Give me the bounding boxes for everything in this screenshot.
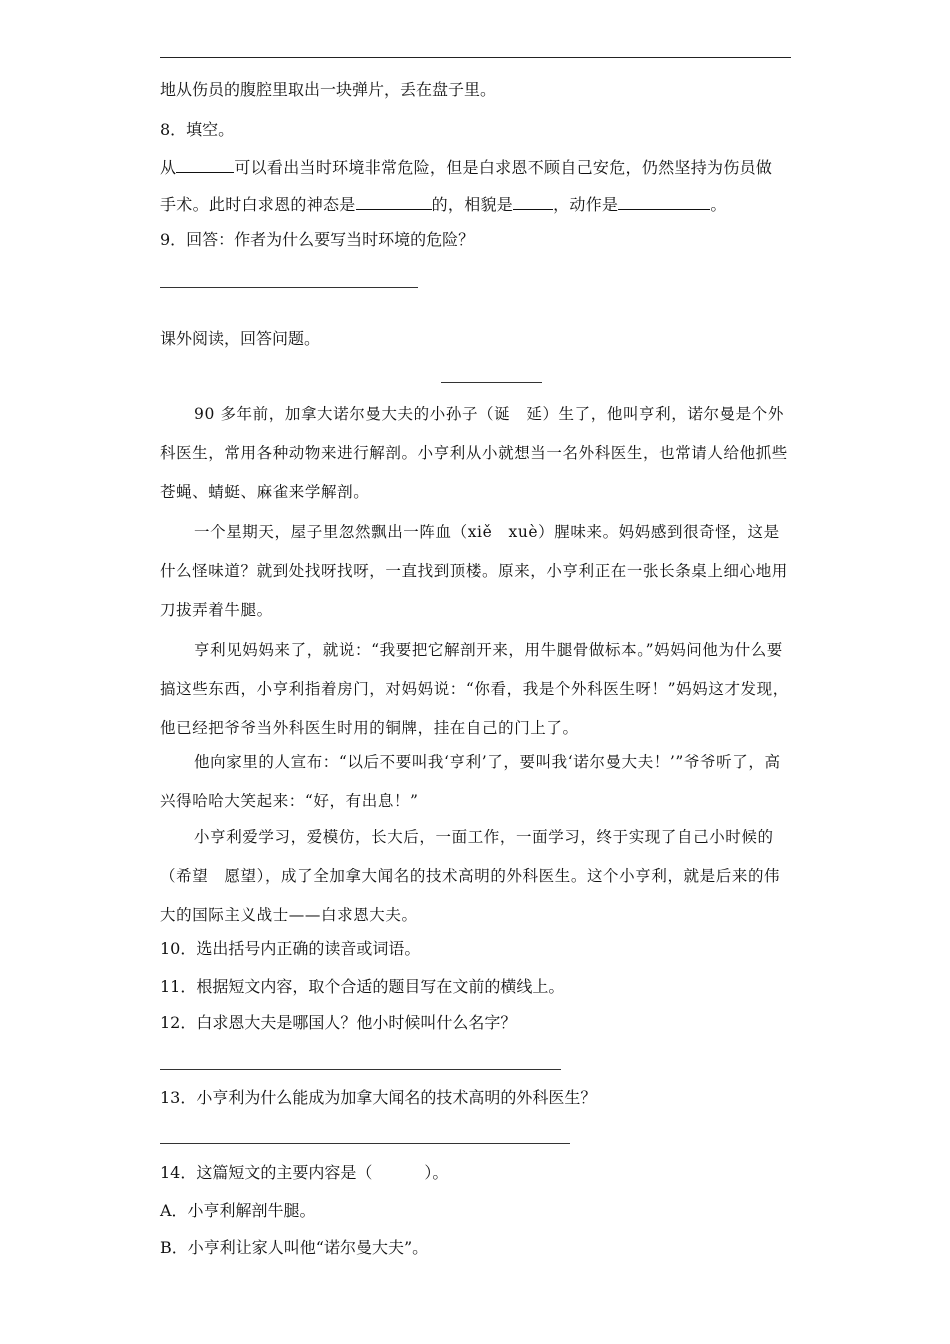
passage-paragraph-3: 亨利见妈妈来了，就说：“我要把它解剖开来，用牛腿骨做标本。”妈妈问他为什么要搞这些东西，小亨利指着房门，对妈妈说：“你看，我是个外科医生呀！”妈妈这才发现，他已经把爷爷当外科医生时用的铜牌，挂在自己的门上了。	[160, 641, 789, 737]
question-13: 13．小亨利为什么能成为加拿大闻名的技术高明的外科医生？	[160, 1088, 597, 1107]
question-9-label: 9．回答：作者为什么要写当时环境的危险？	[160, 230, 475, 249]
fill-blank-2[interactable]	[356, 193, 432, 210]
passage-paragraph-2: 一个星期天，屋子里忽然飘出一阵血（xiě xuè）腥味来。妈妈感到很奇怪，这是什么怪味道？就到处找呀找呀，一直找到顶楼。原来，小亨利正在一张长条桌上细心地用刀拔弄着牛腿。	[160, 523, 788, 619]
question-14	[160, 1163, 448, 1183]
q14-text-a: 14．这篇短文的主要内容是（	[160, 1163, 373, 1182]
passage-paragraph-1: 90 多年前，加拿大诺尔曼大夫的小孙子（诞 延）生了，他叫亨利，诺尔曼是个外科医生，常用各种动物来进行解剖。小亨利从小就想当一名外科医生，也常请人给他抓些苍蝇、蜻蜓、麻雀来学解剖。	[160, 405, 788, 501]
fill-blank-3[interactable]	[513, 193, 553, 210]
q8-text-e: ，动作是	[553, 195, 619, 214]
q8-text-f: 。	[710, 195, 727, 214]
section-intro: 课外阅读，回答问题。	[160, 329, 321, 348]
q8-text-b: 可以看出当时环境非常危险，但是白求恩不顾自己安危，仍然坚持为伤员做	[234, 158, 773, 177]
q8-text-d: 的，相貌是	[431, 195, 514, 214]
passage-paragraph-5: 小亨利爱学习，爱模仿，长大后，一面工作，一面学习，终于实现了自己小时候的（希望 愿望），成了全加拿大闻名的技术高明的外科医生。这个小亨利，就是后来的伟大的国际主义战士——白求恩大夫。	[160, 828, 781, 924]
answer-line-q9[interactable]	[160, 287, 418, 288]
option-b[interactable]: B．小亨利让家人叫他“诺尔曼大夫”。	[160, 1238, 429, 1257]
title-blank-line[interactable]	[441, 382, 542, 383]
option-a[interactable]: A．小亨利解剖牛腿。	[160, 1201, 316, 1220]
question-8-label: 8．填空。	[160, 120, 235, 139]
question-11: 11．根据短文内容，取个合适的题目写在文前的横线上。	[160, 977, 565, 996]
answer-line-q13[interactable]	[160, 1143, 570, 1144]
q14-text-b: ）。	[424, 1163, 449, 1182]
question-8-line-2	[160, 193, 727, 215]
question-10: 10．选出括号内正确的读音或词语。	[160, 939, 421, 958]
fill-blank-1[interactable]	[176, 156, 234, 173]
q8-text-a: 从	[160, 158, 177, 177]
question-12: 12．白求恩大夫是哪国人？他小时候叫什么名字？	[160, 1013, 517, 1032]
header-rule	[160, 57, 791, 58]
passage-paragraph-4: 他向家里的人宣布：“以后不要叫我‘亨利’了，要叫我‘诺尔曼大夫！’”爷爷听了，高兴得哈哈大笑起来：“好，有出息！”	[160, 753, 781, 810]
continued-text: 地从伤员的腹腔里取出一块弹片，丢在盘子里。	[160, 80, 497, 99]
question-8-line-1	[160, 156, 772, 178]
fill-blank-4[interactable]	[618, 193, 710, 210]
answer-line-q12[interactable]	[160, 1069, 561, 1070]
q8-text-c: 手术。此时白求恩的神态是	[160, 195, 356, 214]
